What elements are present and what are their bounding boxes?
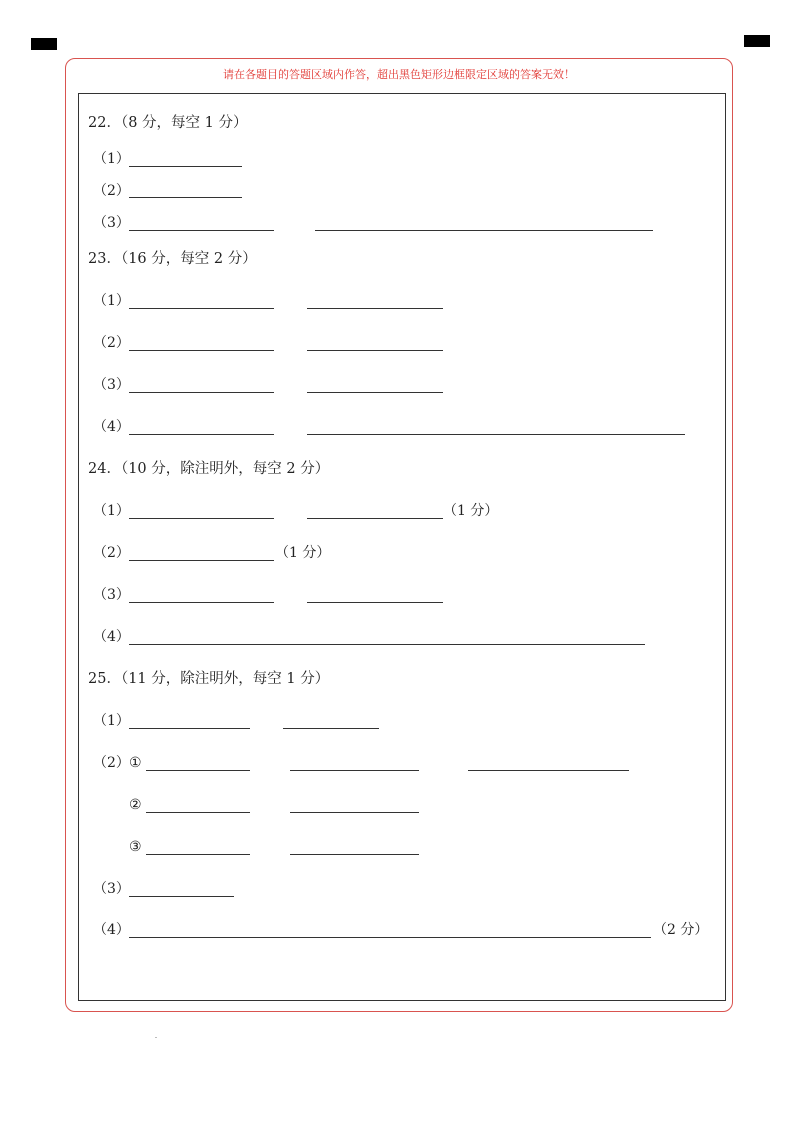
q22-part3-label: （3） — [93, 215, 130, 231]
q24-part2-blank[interactable] — [129, 560, 274, 561]
corner-marker-right — [744, 35, 770, 47]
q25-part1-blank-a[interactable] — [129, 728, 250, 729]
q23-part4-blank-b[interactable] — [307, 434, 685, 435]
q25-part2-2-blank-a[interactable] — [146, 812, 250, 813]
q25-part1-label: （1） — [93, 713, 130, 729]
q25-part2-3-blank-a[interactable] — [146, 854, 250, 855]
q24-part1-label: （1） — [93, 503, 130, 519]
q24-part3-label: （3） — [93, 587, 130, 603]
q22-part1-label: （1） — [93, 151, 130, 167]
q24-title: 24．（10 分，除注明外，每空 2 分） — [88, 461, 330, 477]
q25-part1-blank-b[interactable] — [283, 728, 379, 729]
q24-part3-blank-a[interactable] — [129, 602, 274, 603]
q22-part1-blank[interactable] — [129, 166, 242, 167]
q23-part3-label: （3） — [93, 377, 130, 393]
q25-part2-1-blank-b[interactable] — [290, 770, 419, 771]
q25-part2-1-blank-a[interactable] — [146, 770, 250, 771]
q24-part1-blank-a[interactable] — [129, 518, 274, 519]
q25-part2-2-blank-b[interactable] — [290, 812, 419, 813]
q24-part4-blank[interactable] — [129, 644, 645, 645]
q22-part2-blank[interactable] — [129, 197, 242, 198]
q25-part4-score-note: （2 分） — [653, 922, 709, 938]
q24-part3-blank-b[interactable] — [307, 602, 443, 603]
boundary-warning: 请在各题目的答题区域内作答，超出黑色矩形边框限定区域的答案无效！ — [223, 68, 575, 81]
q25-part2-label: （2） — [93, 755, 130, 771]
q23-part2-blank-a[interactable] — [129, 350, 274, 351]
q25-part2-circle3: ③ — [129, 839, 142, 855]
q25-part3-blank[interactable] — [129, 896, 234, 897]
q25-part4-label: （4） — [93, 922, 130, 938]
q22-part3-blank-b[interactable] — [315, 230, 653, 231]
q24-part1-score-note: （1 分） — [443, 503, 499, 519]
q23-part4-label: （4） — [93, 419, 130, 435]
q25-part2-1-blank-c[interactable] — [468, 770, 629, 771]
q23-part3-blank-b[interactable] — [307, 392, 443, 393]
q23-part3-blank-a[interactable] — [129, 392, 274, 393]
q23-title: 23．（16 分，每空 2 分） — [88, 251, 257, 267]
q23-part2-label: （2） — [93, 335, 130, 351]
q24-part2-label: （2） — [93, 545, 130, 561]
corner-marker-left — [31, 38, 57, 50]
q23-part4-blank-a[interactable] — [129, 434, 274, 435]
q25-part4-blank[interactable] — [129, 937, 651, 938]
q22-title: 22．（8 分，每空 1 分） — [88, 115, 248, 131]
q24-part1-blank-b[interactable] — [307, 518, 443, 519]
q22-part3-blank-a[interactable] — [129, 230, 274, 231]
scan-speck — [155, 1037, 157, 1038]
q25-part2-circle2: ② — [129, 797, 142, 813]
q23-part1-blank-b[interactable] — [307, 308, 443, 309]
q22-part2-label: （2） — [93, 183, 130, 199]
q25-title: 25．（11 分，除注明外，每空 1 分） — [88, 671, 330, 687]
q23-part1-blank-a[interactable] — [129, 308, 274, 309]
q24-part2-score-note: （1 分） — [275, 545, 331, 561]
q24-part4-label: （4） — [93, 629, 130, 645]
q23-part1-label: （1） — [93, 293, 130, 309]
q23-part2-blank-b[interactable] — [307, 350, 443, 351]
q25-part3-label: （3） — [93, 881, 130, 897]
q25-part2-3-blank-b[interactable] — [290, 854, 419, 855]
q25-part2-circle1: ① — [129, 755, 142, 771]
